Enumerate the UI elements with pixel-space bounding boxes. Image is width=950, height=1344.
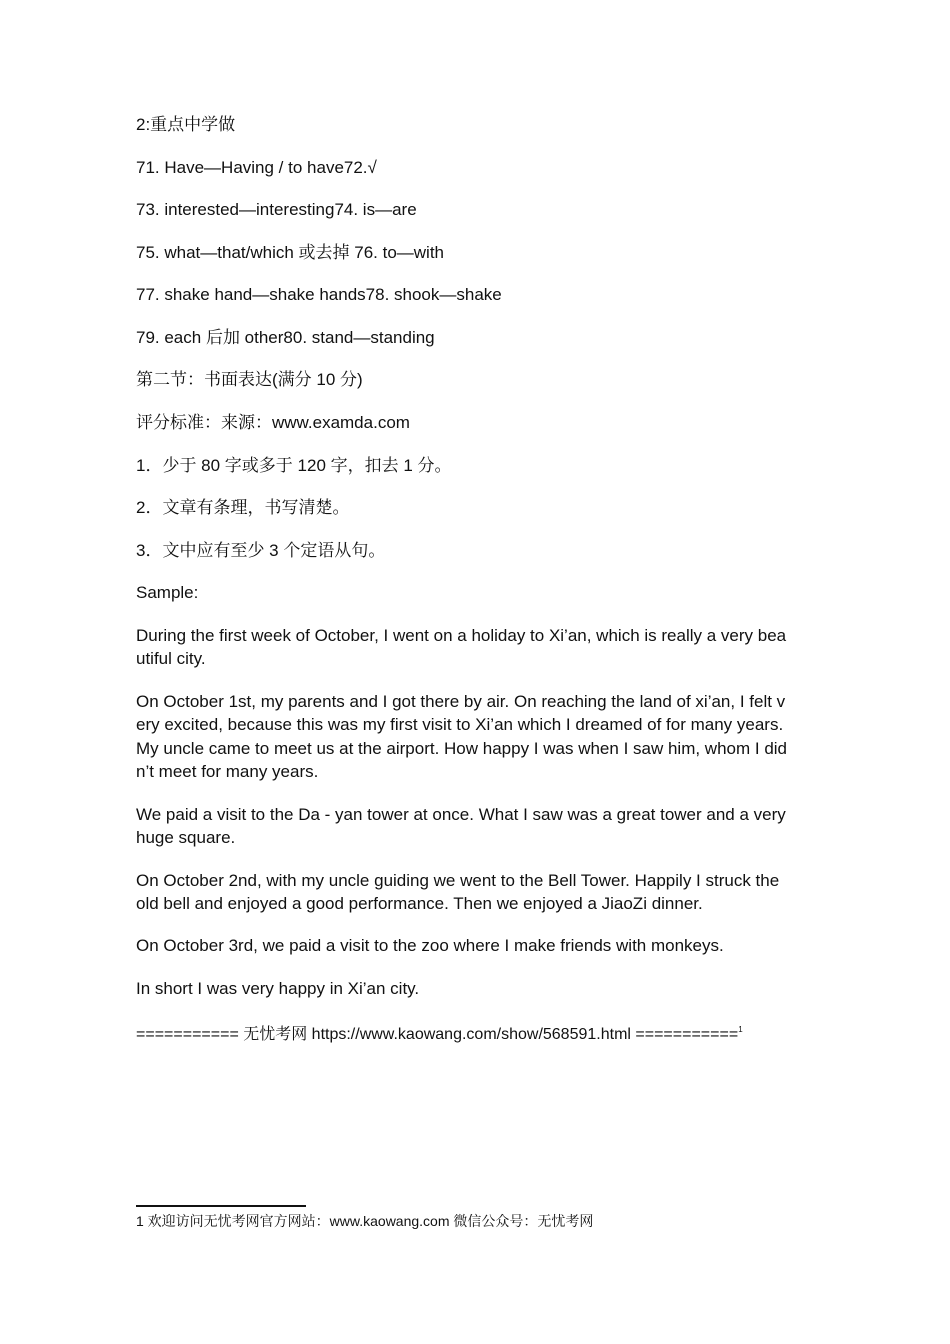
sample-paragraph: We paid a visit to the Da - yan tower at once. What I saw was a great tower and a very huge square. (136, 805, 786, 848)
footnote-reference: 1 (738, 1025, 743, 1034)
answer-line-77-78: 77. shake hand—shake hands78. shook—shake (136, 285, 502, 304)
answer-line-71-72: 71. Have—Having / to have72.√ (136, 158, 377, 177)
criteria-item: 1．少于 80 字或多于 120 字，扣去 1 分。 (136, 456, 452, 475)
footnote-text: 1 欢迎访问无忧考网官方网站：www.kaowang.com 微信公众号：无忧考网 (136, 1213, 594, 1229)
sample-paragraph: During the first week of October, I went on a holiday to Xi’an, which is really a very bea utiful city. (136, 626, 787, 669)
answer-line-75-76: 75. what—that/which 或去掉 76. to—with (136, 243, 445, 262)
sample-label: Sample: (136, 583, 199, 602)
writing-section-title: 第二节：书面表达(满分 10 分) (136, 370, 363, 389)
answer-line-73-74: 73. interested—interesting74. is—are (136, 200, 417, 219)
answer-line-79-80: 79. each 后加 other80. stand—standing (136, 328, 435, 347)
answers-heading: 2:重点中学做 (136, 115, 236, 134)
footnote-separator (136, 1205, 306, 1207)
criteria-item: 2．文章有条理，书写清楚。 (136, 498, 350, 517)
source-link-text[interactable]: =========== 无忧考网 https://www.kaowang.com/show/568591.html =========== (136, 1026, 739, 1043)
sample-paragraph: On October 2nd, with my uncle guiding we went to the Bell Tower. Happily I struck the old bell and enjoyed a good performance. Then we enjoyed a JiaoZi dinner. (136, 871, 780, 914)
sample-paragraph: In short I was very happy in Xi’an city. (136, 979, 420, 998)
sample-paragraph: On October 3rd, we paid a visit to the zoo where I make friends with monkeys. (136, 936, 724, 955)
criteria-title: 评分标准：来源：www.examda.com (136, 413, 410, 432)
sample-paragraph: On October 1st, my parents and I got there by air. On reaching the land of xi’an, I felt v ery excited, because this was my first visit to Xi’an which I dreamed of for many years. My uncle came to meet us at the airport. How happy I was when I saw him, whom I did n’t meet for many years. (136, 692, 788, 781)
criteria-item: 3．文中应有至少 3 个定语从句。 (136, 541, 386, 560)
source-line (136, 1019, 743, 1046)
